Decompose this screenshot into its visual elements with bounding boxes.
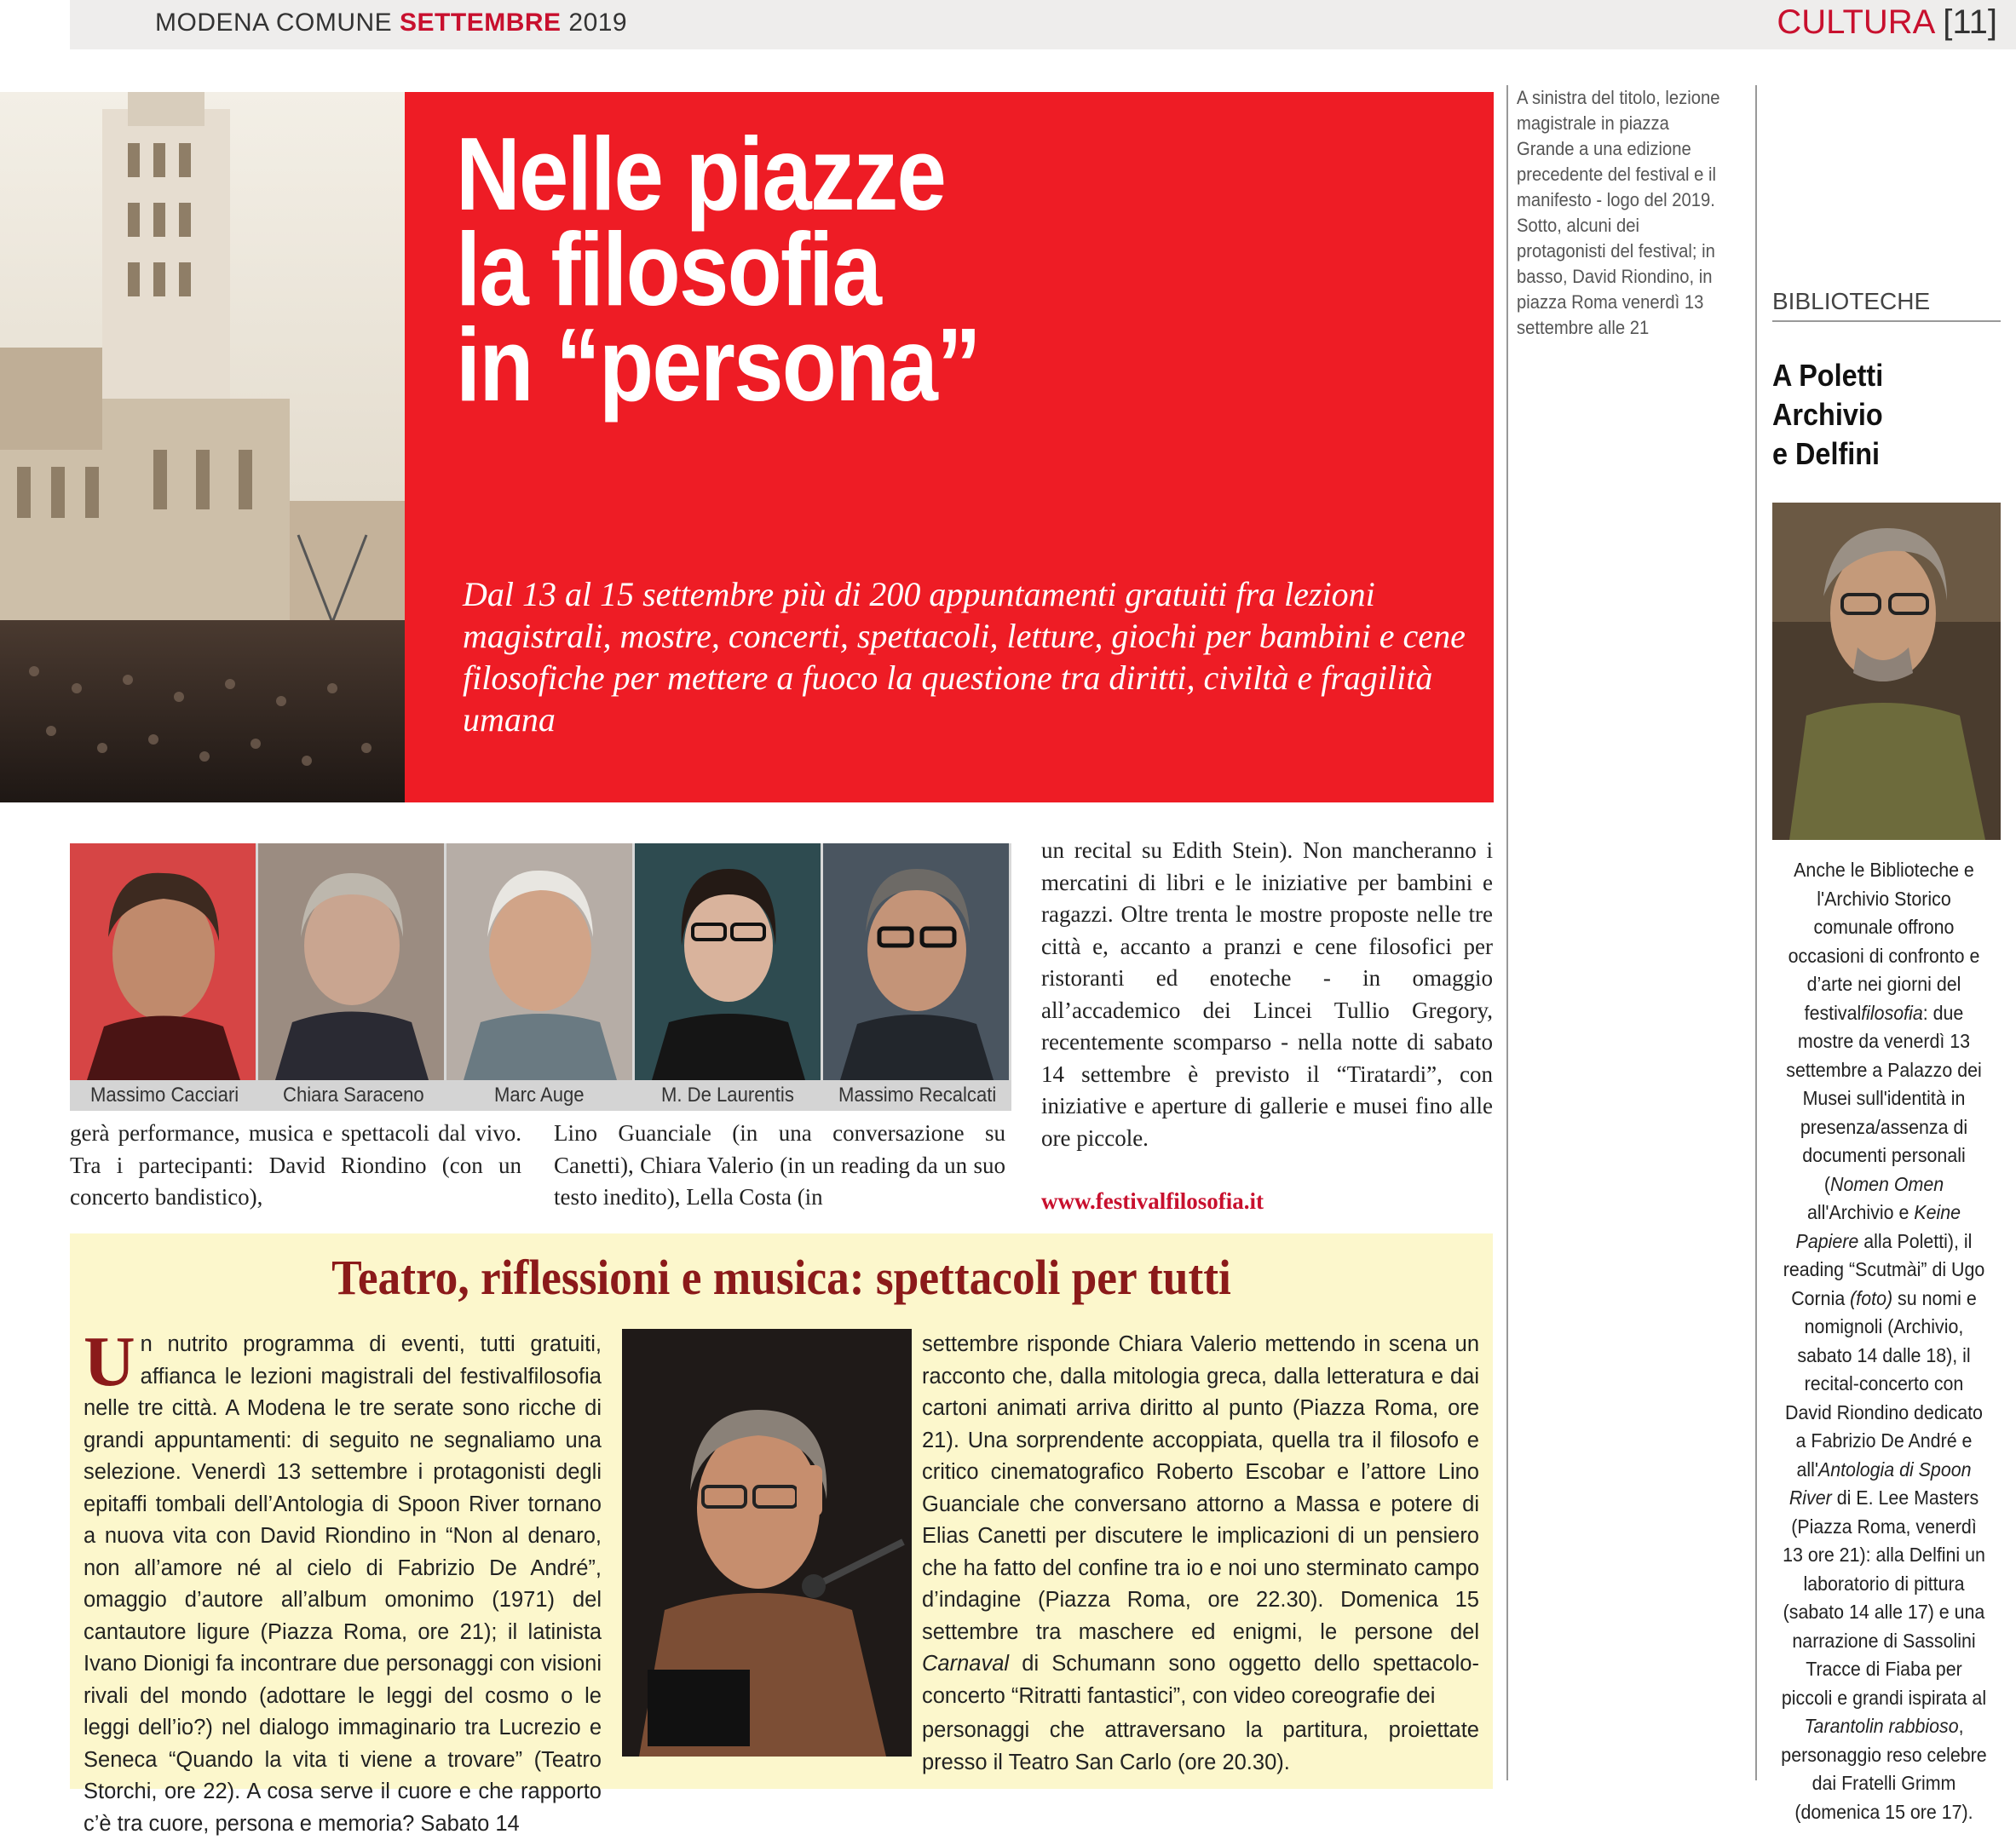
subheadline: Dal 13 al 15 settembre più di 200 appuntamenti gratuiti fra lezioni magistrali, mostre, concerti, spettacoli, letture, giochi per bambini e cene filosofiche per mettere a fuoco la questione tra diritti, civiltà e fragilità umana — [463, 575, 1466, 739]
photo-caption: A sinistra del titolo, lezione magistrale in piazza Grande a una edizione precedente del festival e il manifesto - logo del 2019. Sotto, alcuni dei protagonisti del festival; in basso, David Riondino, in piazza Roma venerdì 13 settembre alle 21 — [1517, 87, 1720, 338]
portrait-de-laurentis — [635, 843, 821, 1080]
page-header — [70, 0, 2016, 49]
events-box — [70, 1233, 1493, 1836]
caption-saraceno: Chiara Saraceno — [283, 1084, 424, 1107]
headline-line-3: in “persona” — [456, 307, 980, 423]
title-panel — [405, 92, 1494, 802]
publication-name: MODENA COMUNE SETTEMBRE 2019 — [155, 9, 628, 37]
ugo-cornia-photo — [1772, 503, 2001, 840]
drop-cap: U — [84, 1322, 135, 1401]
article-column-2: Lino Guanciale (in una conversazione su Canetti), Chiara Valerio (in un reading da un suo testo inedito), Lella Costa (in — [554, 1120, 1005, 1210]
cathedral-photo — [0, 92, 405, 802]
events-box-column-2-tail: personaggi che attraversano la partitura, proiettate presso il Teatro San Carlo (ore 20.30). — [922, 1718, 1479, 1774]
events-box-column-2-text: settembre risponde Chiara Valerio mettendo in scena un racconto che, dalla mitologia greca, dalla letteratura e dai cartoni animati arriva diritto al punto (Piazza Roma, ore 21). Una sorprendente accoppiata, quella tra il filosofo e critico cinematografico Roberto Escobar e l’attore Lino Guanciale che conversano attorno a Massa e potere di Elias Canetti per discutere le implicazioni di un pensiero che ha fatto del confine tra io e noi uno sterminato campo d’indagine (Piazza Roma, ore 22.30). Domenica 15 settembre tra maschere ed enigmi, le persone del Carnaval di Schumann sono oggetto dello spettacolo-concerto “Ritratti fantastici”, con video coreografie dei — [922, 1332, 1479, 1708]
issue-month: SETTEMBRE — [400, 9, 562, 37]
portrait-strip — [70, 843, 1011, 1080]
portrait-captions — [70, 1080, 1011, 1111]
article-column-3: un recital su Edith Stein). Non mancheranno i mercatini di libri e le iniziative per bambini e ragazzi. Oltre trenta le mostre proposte nelle tre città e, accanto a pranzi e cene filosofici per ristoranti ed enoteche - in omaggio all’accademico dei Lincei Tullio Gregory, recentemente scomparso - nella notte di sabato 14 settembre è previsto il “Tiratardi”, con iniziative e aperture di gallerie e musei fino alle ore piccole. — [1041, 837, 1493, 1151]
column-divider — [1506, 85, 1508, 1780]
caption-cacciari: Massimo Cacciari — [90, 1084, 239, 1107]
headline — [456, 116, 1299, 423]
sidebar-text: Anche le Biblioteche e l'Archivio Storico comunale offrono occasioni di confronto e d’arte nei giorni del festivalfilosofia: due mostre da venerdì 13 settembre a Palazzo dei Musei sull'identità in presenza/assenza di documenti personali (Nomen Omen all'Archivio e Keine Papiere alla Poletti), il reading “Scutmài” di Ugo Cornia (foto) su nomi e nomignoli (Archivio, sabato 14 dalle 18), il recital-concerto con David Riondino dedicato a Fabrizio De André e all'Antologia di Spoon River di E. Lee Masters (Piazza Roma, venerdì 13 ore 21): alla Delfini un laboratorio di pittura (sabato 14 alle 17) e una narrazione di Sassolini Tracce di Fiaba per piccoli e grandi ispirata al Tarantolin rabbioso, personaggio reso celebre dai Fratelli Grimm (domenica 15 ore 17). — [1781, 859, 1987, 1823]
section-label: CULTURA [11] — [1777, 3, 1997, 41]
portrait-recalcati — [823, 843, 1009, 1080]
caption-recalcati: Massimo Recalcati — [838, 1084, 997, 1107]
caption-auge: Marc Auge — [494, 1084, 585, 1107]
headline-line-1: Nelle piazze — [456, 116, 946, 232]
sidebar-title: A Poletti Archivio e Delfini — [1772, 358, 1884, 471]
column-divider — [1755, 85, 1757, 1780]
headline-line-2: la filosofia — [456, 211, 881, 327]
festival-website-link[interactable]: www.festivalfilosofia.it — [1041, 1188, 1264, 1214]
portrait-saraceno — [258, 843, 444, 1080]
page-number: [11] — [1943, 3, 1997, 41]
article-column-1: gerà performance, musica e spettacoli dal vivo. Tra i partecipanti: David Riondino (con un concerto bandistico), — [70, 1120, 521, 1210]
events-box-column-1: Un nutrito programma di eventi, tutti gratuiti, affianca le lezioni magistrali del festivalfilosofia nelle tre città. A Modena le tre serate sono ricche di grandi appuntamenti: di seguito ne segnaliamo una selezione. Venerdì 13 settembre i protagonisti degli epitaffi tombali dell’Antologia di Spoon River tornano a nuova vita con David Riondino in “Non al denaro, non all’amore né al cielo di Fabrizio De André”, omaggio d’autore all’album omonimo (1971) del cantautore ligure (Piazza Roma, ore 21); il latinista Ivano Dionigi fa incontrare due personaggi con visioni rivali del mondo (adottare le leggi del cosmo o le leggi dell’io?) nel dialogo immaginario tra Lucrezio e Seneca “Quando la vita ti viene a trovare” (Teatro Storchi, ore 22). A cosa serve il cuore e che rapporto c’è tra cuore, persona e memoria? Sabato 14 — [84, 1322, 602, 1836]
events-box-title: Teatro, riflessioni e musica: spettacoli per tutti — [331, 1250, 1231, 1305]
sidebar-section-label: BIBLIOTECHE — [1772, 288, 2001, 322]
portrait-cacciari — [70, 843, 256, 1080]
caption-de-laurentis: M. De Laurentis — [661, 1084, 794, 1107]
portrait-auge — [446, 843, 632, 1080]
